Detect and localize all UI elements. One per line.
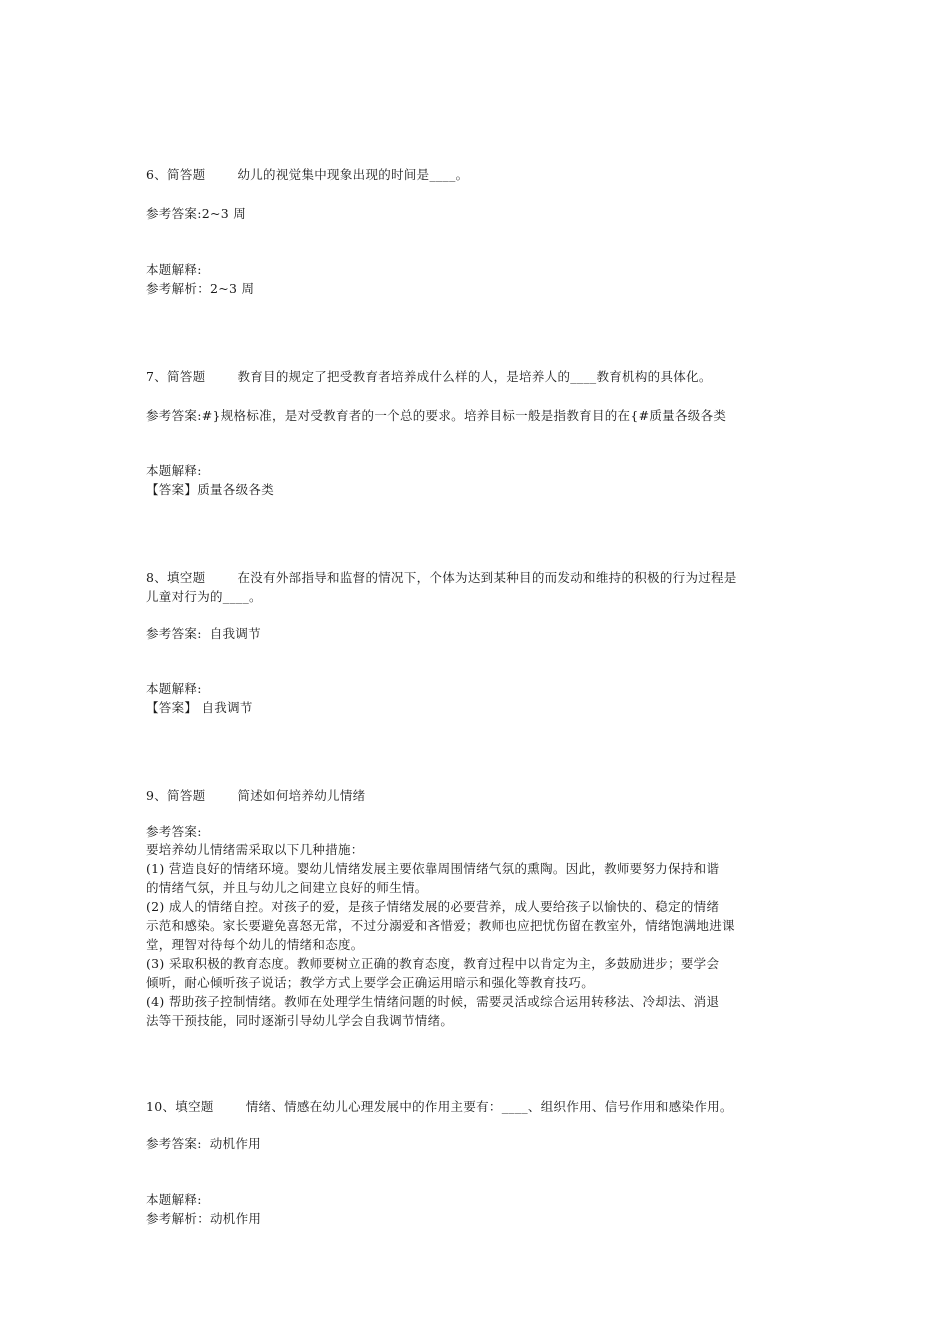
answer-line: 要培养幼儿情绪需采取以下几种措施： bbox=[146, 842, 364, 857]
question-7-answer bbox=[146, 406, 726, 425]
question-10-answer bbox=[146, 1134, 261, 1153]
answer-line: 的情绪气氛，并且与幼儿之间建立良好的师生情。 bbox=[146, 880, 428, 895]
question-10-explain-label: 本题解释: bbox=[146, 1192, 202, 1207]
question-9-type: 9、简答题 bbox=[146, 788, 206, 803]
answer-label: 参考答案: bbox=[146, 408, 202, 423]
question-10-stem: 情绪、情感在幼儿心理发展中的作用主要有：____、组织作用、信号作用和感染作用。 bbox=[245, 1099, 733, 1114]
answer-line: 堂，理智对待每个幼儿的情绪和态度。 bbox=[146, 937, 364, 952]
answer-line: (1) 营造良好的情绪环境。婴幼儿情绪发展主要依靠周围情绪气氛的熏陶。因此，教师要努力保持和谐 bbox=[146, 861, 720, 876]
answer-text: #}规格标准，是对受教育者的一个总的要求。培养目标一般是指教育目的在{#质量各级各类 bbox=[201, 408, 727, 423]
answer-line: (4) 帮助孩子控制情绪。教师在处理学生情绪问题的时候，需要灵活或综合运用转移法、冷却法、消退 bbox=[146, 994, 720, 1009]
answer-label: 参考答案: bbox=[146, 626, 202, 641]
answer-text: 自我调节 bbox=[209, 626, 261, 641]
question-10-type: 10、填空题 bbox=[146, 1099, 214, 1114]
question-6-explain-label: 本题解释: bbox=[146, 262, 202, 277]
answer-line: (2) 成人的情绪自控。对孩子的爱，是孩子情绪发展的必要营养，成人要给孩子以愉快的、稳定的情绪 bbox=[146, 899, 720, 914]
answer-line: 倾听，耐心倾听孩子说话；教学方式上要学会正确运用暗示和强化等教育技巧。 bbox=[146, 975, 595, 990]
question-8-stem-line1: 在没有外部指导和监督的情况下，个体为达到某种目的而发动和维持的积极的行为过程是 bbox=[237, 570, 737, 585]
question-10 bbox=[146, 1097, 733, 1116]
question-7-explain-label: 本题解释: bbox=[146, 463, 202, 478]
question-6 bbox=[146, 165, 468, 184]
question-10-explain: 参考解析：动机作用 bbox=[146, 1211, 262, 1226]
question-9-answer-label: 参考答案: bbox=[146, 824, 202, 839]
question-8-explain-label: 本题解释: bbox=[146, 681, 202, 696]
question-6-stem: 幼儿的视觉集中现象出现的时间是____。 bbox=[237, 167, 469, 182]
answer-text: 2~3 周 bbox=[201, 206, 247, 221]
answer-label: 参考答案: bbox=[146, 206, 202, 221]
question-6-answer bbox=[146, 204, 246, 223]
answer-line: (3) 采取积极的教育态度。教师要树立正确的教育态度，教育过程中以肯定为主，多鼓励进步；要学会 bbox=[146, 956, 720, 971]
question-9 bbox=[146, 786, 365, 805]
question-7-type: 7、简答题 bbox=[146, 369, 206, 384]
question-8-explain: 【答案】 自我调节 bbox=[146, 700, 253, 715]
question-7 bbox=[146, 367, 712, 386]
question-9-stem: 简述如何培养幼儿情绪 bbox=[237, 788, 366, 803]
answer-line: 法等干预技能，同时逐渐引导幼儿学会自我调节情绪。 bbox=[146, 1013, 454, 1028]
question-6-type: 6、简答题 bbox=[146, 167, 206, 182]
question-8-type: 8、填空题 bbox=[146, 570, 206, 585]
question-8 bbox=[146, 568, 737, 587]
question-6-explain: 参考解析：2~3 周 bbox=[146, 281, 255, 296]
answer-label: 参考答案: bbox=[146, 1136, 202, 1151]
answer-line: 示范和感染。家长要避免喜怒无常，不过分溺爱和吝惜爱；教师也应把忧伤留在教室外，情绪饱满地进课 bbox=[146, 918, 735, 933]
question-7-explain: 【答案】质量各级各类 bbox=[146, 482, 275, 497]
question-7-stem: 教育目的规定了把受教育者培养成什么样的人，是培养人的____教育机构的具体化。 bbox=[237, 369, 712, 384]
question-8-stem-line2: 儿童对行为的____。 bbox=[146, 589, 262, 604]
answer-text: 动机作用 bbox=[209, 1136, 261, 1151]
question-8-answer bbox=[146, 624, 261, 643]
